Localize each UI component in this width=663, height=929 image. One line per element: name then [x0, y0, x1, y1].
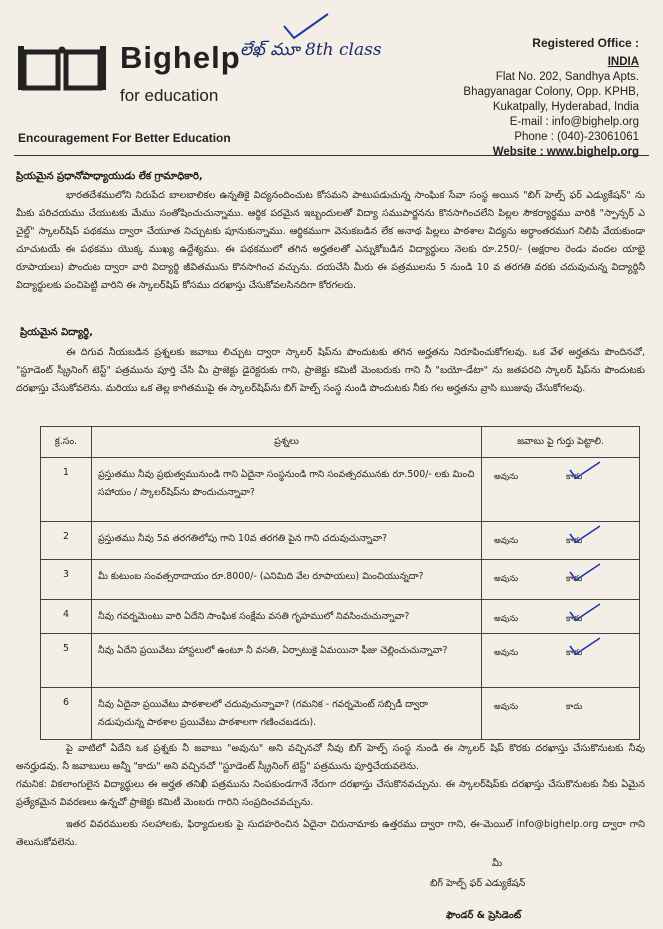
answer-cell[interactable] — [482, 688, 640, 740]
brand-name: Bighelp — [120, 40, 241, 75]
signoff-title: ఫౌండర్ & ప్రెసిడెంట్ — [446, 910, 522, 921]
office-address-line: Bhagyanagar Colony, Opp. KPHB, — [463, 86, 639, 98]
signoff-org: బిగ్ హెల్ప్ ఫర్ ఎడ్యుకేషన్ — [430, 878, 526, 889]
row-number: 3 — [41, 560, 92, 600]
pen-tick-icon — [282, 12, 330, 42]
intro-paragraph: భారతదేశములోని నిరుపేద బాలబాలికల ఉన్నతికై విద్యనందించుట కోసమని పాటుపడుచున్న సాంఘిక సేవా సంస్థ అయిన "బిగ్ హెల్ప్ ఫర్ ఎడ్యుకేషన్" ను మీకు పరిచయము చేయుటకు మేము సంతోషించుచున్నాము. ఆర్థిక పరమైన ఇబ్బందులతో విద్యా సముపార్జనను కొనసాగించలేని పిల్లల సౌకర్యార్థము వారికి "స్పాన్సర్ ఎ చైల్డ్" స్కాలర్‌షిప్ పథకము ద్వారా చేయూత నిచ్చుటకు పూనుకున్నాము. ఆర్థికముగా వెనుకబడిన లేక అనాథ పిల్లలు పాఠశాల విద్యను అర్ధాంతరముగ నిలిపి వేయకుండా చూచుటయే ఈ పథకము యొక్క ముఖ్య ఉద్దేశ్యము. ఈ పథకములో తగిన అర్హతలతో ఎన్నుకోబడిన విద్యార్థులు నెలకు రూ.250/- (అక్షరాల రెండు వందల యాభై రూపాయలు) పొందుట ద్వారా వారి విద్యార్థి జీవితమును కొనసాగించ వచ్చును. దయచేసి మీరు ఈ పత్రములను 5 నుండి 10 వ తరగతి వరకు చదువుచున్న విద్యార్థినీ విద్యార్థులకు పంచిపెట్టి వారిని ఈ స్కాలర్‌షిప్ కోసము దరఖాస్తు చేసుకోవలసినదిగా కోరగలరు. — [16, 190, 645, 291]
table-row — [41, 688, 640, 740]
office-address-line: Flat No. 202, Sandhya Apts. — [495, 71, 639, 83]
row-question: ప్రస్తుతము నీవు ప్రభుత్వమునుండి గాని ఏదైనా సంస్థనుండి గాని సంవత్సరమునకు రూ.500/- లకు మించి సహాయం / స్కాలర్‌షిప్‌ను పొందుచున్నావా? — [92, 458, 482, 522]
yes-option[interactable]: అవును — [494, 614, 519, 624]
row-question: నీవు ఏదేని ప్రయివేటు హాస్టలులో ఉంటూ నీ వసతి, ఏర్పాటుకై ఏమయినా ఫీజు చెల్లించుచున్నావా? — [92, 634, 482, 688]
yes-option[interactable]: అవును — [494, 574, 519, 584]
no-option[interactable]: కాదు — [566, 702, 583, 712]
table-row — [41, 634, 640, 688]
office-email: E-mail : info@bighelp.org — [509, 116, 639, 128]
salutation-headmaster: ప్రియమైన ప్రధానోపాధ్యాయుడు లేక గ్రామాధికారి, — [16, 171, 203, 182]
pen-tick-icon — [568, 524, 602, 544]
table-row — [41, 560, 640, 600]
no-option[interactable]: కాదు — [566, 574, 583, 584]
contact-paragraph: ఇతర వివరములకు సలహాలకు, ఫిర్యాదులకు పై సుదహరించిన ఏదైనా చిరునామాకు ఉత్తరము ద్వారా గాని, ఈ-మెయిల్ info@bighelp.org ద్వారా గాని తెలుసుకోవలెను. — [16, 819, 645, 848]
row-number: 5 — [41, 634, 92, 688]
column-header-answer: జవాబు పై గుర్తు పెట్టాలి. — [482, 427, 640, 458]
yes-option[interactable]: అవును — [494, 648, 519, 658]
column-header-sn: క్ర.సం. — [41, 427, 92, 458]
table-row — [41, 458, 640, 522]
pen-tick-icon — [568, 562, 602, 582]
table-row — [41, 600, 640, 634]
row-question: నీవు ఏదైనా ప్రయివేటు పాఠశాలలో చదువుచున్నావా? (గమనిక - గవర్నమెంట్ సబ్సిడీ ద్వారా నడుపుచున్న పాఠశాల ప్రయివేటు పాఠశాలగా గణించబడదు). — [92, 688, 482, 740]
tagline: Encouragement For Better Education — [18, 131, 231, 145]
row-number: 1 — [41, 458, 92, 522]
answer-cell[interactable] — [482, 522, 640, 560]
office-address-line: Kukatpally, Hyderabad, India — [492, 101, 639, 113]
answer-cell[interactable] — [482, 600, 640, 634]
row-number: 6 — [41, 688, 92, 740]
yes-option[interactable]: అవును — [494, 702, 519, 712]
office-title: Registered Office : — [532, 36, 639, 50]
answer-cell[interactable] — [482, 458, 640, 522]
row-question: ప్రస్తుతము నీవు 5వ తరగతిలోపు గాని 10వ తరగతి పైన గాని చదువుచున్నావా? — [92, 522, 482, 560]
no-option[interactable]: కాదు — [566, 648, 583, 658]
pen-tick-icon — [568, 602, 602, 622]
book-logo-icon — [18, 44, 106, 94]
yes-option[interactable]: అవును — [494, 536, 519, 546]
student-paragraph: ఈ దిగువ నీయబడిన ప్రశ్నలకు జవాబు లిచ్చుట ద్వారా స్కాలర్ షిప్‌ను పొందుటకు తగిన అర్హతను నిరూపించుకోగలవు. ఒక వేళ అర్హతను పొందినచో, "స్టూడెంట్ స్క్రీనింగ్ టెస్ట్" పత్రమును పూర్తి చేసి మీ ప్రాజెక్టు డైరెక్టరుకు గాని, ప్రాజెక్టు కమిటీ మెంబరుకు గాని నీ "బయో-డేటా" ను జతపరచి స్కాలర్ షిప్‌ను పొందుటకు దరఖాస్తు చేసుకోవలెను. మరియు ఒక తెల్ల కాగితముపై ఈ స్కాలర్‌షిప్‌ను బిగ్ హెల్ప్ సంస్థ నుండి పొందుటకు నీకు గల అర్హతను వ్రాసి ఋజువు చేసుకోగలవు. — [16, 347, 645, 394]
office-country: INDIA — [607, 56, 639, 68]
table-header-row — [41, 427, 640, 458]
pen-tick-icon — [568, 636, 602, 656]
no-option[interactable]: కాదు — [566, 536, 583, 546]
eligibility-table — [40, 426, 640, 740]
answer-cell[interactable] — [482, 560, 640, 600]
yes-option[interactable]: అవును — [494, 472, 519, 482]
table-row — [41, 522, 640, 560]
office-website: Website : www.bighelp.org — [492, 146, 639, 158]
eligibility-note: పై వాటిలో ఏదేని ఒక ప్రశ్నకు నీ జవాబు "అవును" అని వచ్చినచో నీవు బిగ్ హెల్ప్ సంస్థ నుండి ఈ స్కాలర్ షిప్ కొరకు దరఖాస్తు చేసుకొనుటకు నీవు అనర్హుడవు. నీ జవాబులు అన్నీ "కాదు" అని వచ్చినచో "స్టూడెంట్ స్క్రీనింగ్ టెస్ట్" పత్రమును పూర్తిచేయవలెను. — [16, 743, 645, 772]
disability-note: గమనిక: వికలాంగులైన విద్యార్థులు ఈ అర్హత తనిఖీ పత్రమును నింపకుండగానే నేరుగా దరఖాస్తు చేసుకొనవచ్చును. ఈ స్కాలర్‌షిప్‌కు దరఖాస్తు చేసుకొనుటకు నీకు ఏమైన ప్రత్యేకమైన వివరణలు ఉన్నచో ప్రాజెక్టు కమిటీ మెంబరు గారిని సంప్రదించవచ్చును. — [16, 779, 645, 808]
row-question: మీ కుటుంబ సంవత్సరాదాయం రూ.8000/- (ఎనిమిది వేల రూపాయలు) మించియున్నదా? — [92, 560, 482, 600]
salutation-student: ప్రియమైన విద్యార్థి, — [20, 327, 93, 338]
office-phone: Phone : (040)-23061061 — [514, 131, 639, 143]
brand-subtitle: for education — [120, 86, 219, 105]
signoff-yours: మీ — [492, 858, 503, 869]
no-option[interactable]: కాదు — [566, 472, 583, 482]
header-divider — [14, 155, 649, 156]
no-option[interactable]: కాదు — [566, 614, 583, 624]
row-number: 2 — [41, 522, 92, 560]
handwritten-note: లేఖ్ మూ 8th class — [240, 40, 382, 60]
row-number: 4 — [41, 600, 92, 634]
column-header-question: ప్రశ్నలు — [92, 427, 482, 458]
registered-office — [463, 36, 639, 160]
pen-tick-icon — [568, 460, 602, 480]
row-question: నీవు గవర్నమెంటు వారి ఏదేని సాంఘిక సంక్షేమ వసతి గృహములో నివసించుచున్నావా? — [92, 600, 482, 634]
answer-cell[interactable] — [482, 634, 640, 688]
